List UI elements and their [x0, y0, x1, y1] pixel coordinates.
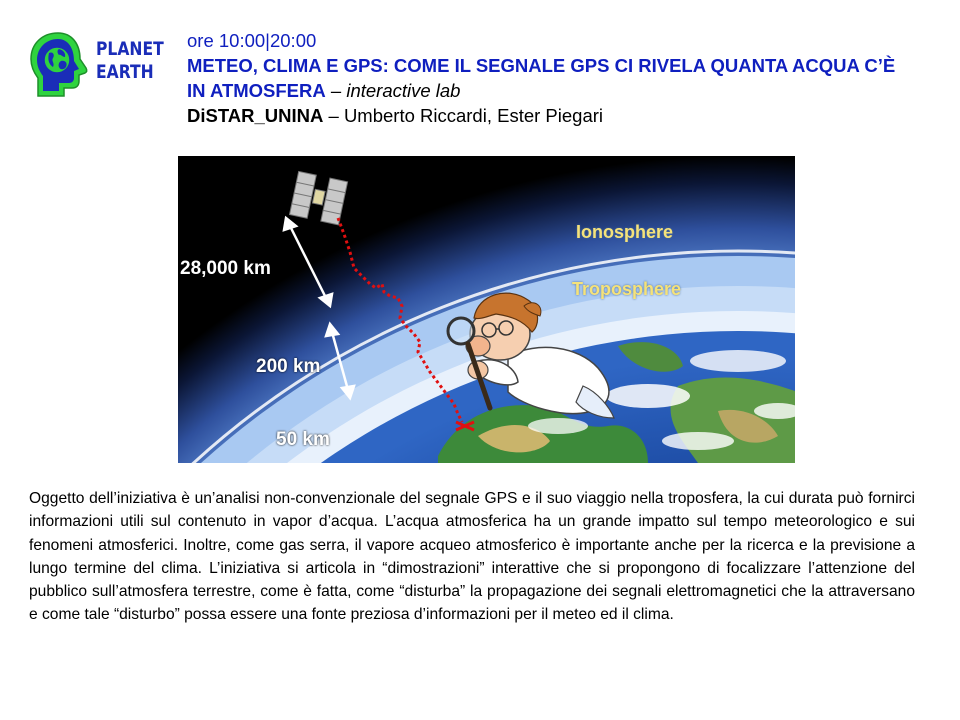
- planet-earth-logo: [28, 30, 164, 102]
- gps-atmosphere-illustration: [178, 156, 795, 463]
- authors: Umberto Riccardi, Ester Piegari: [343, 105, 604, 126]
- head-globe-icon: [28, 30, 92, 102]
- altitude-label-ionosphere: 200 km: [256, 356, 321, 377]
- event-time: ore 10:00|20:00: [187, 30, 317, 51]
- logo-line-planet: PLANET: [96, 38, 164, 60]
- illustration-artwork: [178, 156, 795, 463]
- credits-dash: –: [323, 105, 344, 126]
- event-title-part-1: METEO, CLIMA E GPS: COME IL SEGNALE GPS CI RIVELA QUANTA ACQUA C’È: [187, 55, 896, 76]
- event-title-line-2: [187, 78, 957, 103]
- ionosphere-label: Ionosphere: [576, 222, 674, 242]
- title-dash: –: [325, 80, 347, 101]
- initiative-description: Oggetto dell’iniziativa è un’analisi non-convenzionale del segnale GPS e il suo viaggio nella troposfera, la cui durata può fornirci informazioni utili sul contenuto in vapor d’acqua. L’acqua atmosferica ha un grande impatto sul tempo meteorologico e sui fenomeni atmosferici. Inoltre, come gas serra, il vapore acqueo atmosferico è importante anche per la ricerca e la previsione a lungo termine del clima. L’iniziativa si articola in “dimostrazioni” interattive che si propongono di focalizzare l’attenzione del pubblico sull’atmosfera terrestre, come è fatta, come “disturba” la propagazione dei segnali elettromagnetici che la attraversano e come tale “disturbo” possa essere una fonte preziosa d’informazioni per il meteo ed il clima.: [29, 490, 915, 624]
- event-header: [187, 28, 957, 128]
- event-title-part-2: IN ATMOSFERA: [187, 80, 326, 101]
- event-format: interactive lab: [346, 80, 461, 101]
- institution-name: DiSTAR_UNINA: [187, 105, 324, 126]
- event-title-line-1: [187, 53, 957, 78]
- altitude-label-satellite: 28,000 km: [180, 258, 271, 279]
- logo-text: [96, 38, 164, 84]
- event-credits: [187, 103, 957, 128]
- altitude-label-troposphere: 50 km: [276, 429, 330, 450]
- logo-line-earth: EARTH: [96, 61, 154, 83]
- troposphere-label: Troposphere: [572, 279, 682, 299]
